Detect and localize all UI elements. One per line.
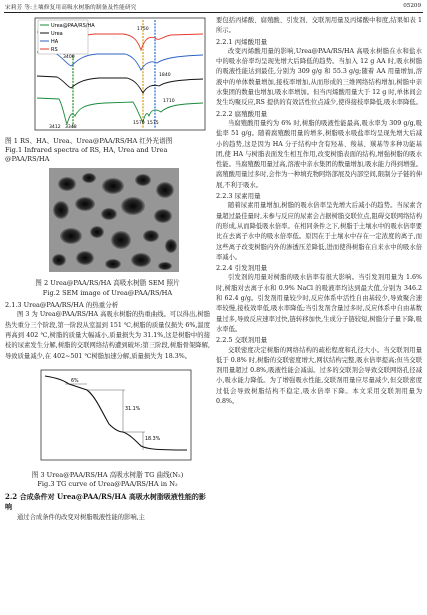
section-2-2-3-heading: 2.2.3 尿素用量 [216, 192, 261, 201]
figure-2-caption-en: Fig.2 SEM image of Urea@PAA/RS/HA [42, 288, 173, 297]
figure-2 [5, 166, 210, 297]
figure-1-caption-en: Fig.1 Infrared spectra of RS, HA, Urea and Urea @PAA/RS/HA [5, 146, 168, 163]
section-2-2-4-paragraph: 引发剂的用量对树脂的吸水倍率有很大影响。当引发剂用量为 1.6% 时,树脂对去离子水和 0.9% NaCl 的吸液率均达到最大值,分别为 346.2 和 62.4 g/g。引发剂用量较少时,反应体系中活性自由基较少,导致聚合速率较慢,接枝效率低,吸水率降低;当引发剂含量过多时,反应体系中自由基数量过多,导致反应速率过快,链转移加快,生成分子链较短,树脂分子量下降,吸水率低。 [216, 274, 422, 333]
peak-3412: 3412 [49, 125, 61, 130]
peak-1750: 1750 [137, 27, 149, 32]
section-2-2-2-paragraph: 当腐殖酸用量约为 6% 时,树脂的吸液性能最高,吸水率为 309 g/g,吸盐率 51 g/g。随着腐殖酸用量的增多,树脂吸水吸盐率均呈现先增大后减小的趋势,这是因为 HA 分子结构中含有羟基、羧基、羰基等多种功能基团,使 HA 与树脂表面发生相互作用,改变树脂表面的结构,增强树脂的吸水性能。当腐殖酸用量过高,溶液中亲水集团的数量增加,吸水能力得到增强。腐殖酸用量过多时,会作为一种填充物阿络部展及内部空间,限制分子链的伸展,不利于吸水。 [216, 119, 422, 189]
section-2-2-1-heading: 2.2.1 丙烯酸用量 [216, 37, 268, 46]
right-column [216, 16, 422, 407]
running-header-authors: 宋莉芳 等:土壤修复用高吸水树脂的制备及性能研究 [5, 5, 137, 11]
ir-spectra-plot [5, 16, 210, 132]
right-intro-paragraph: 要包括丙烯酸、腐殖酸、引发剂、交联剂用量及丙烯酸中和度,结果如表 1 所示。 [216, 17, 422, 35]
header-rule [4, 12, 423, 13]
legend-rs: RS [51, 47, 58, 53]
section-2-2-4-heading: 2.2.4 引发剂用量 [216, 264, 268, 273]
legend-ha: HA [51, 39, 59, 45]
section-2-2-5-paragraph: 交联密度决定树脂的网络结构的疏松程度和孔径大小。当交联剂用量低于 0.8% 时,树脂的交联密度增大,网状结构完整,吸水倍率提高;但当交联剂用量超过 0.8%,吸液性能会减弱。过多的交联剂会导致交联网络孔径减小,吸水能力降低。为了增强吸水性能,交联剂用量应尽量减少,但交联密度过低会导致树脂结构不稳定,吸水倍率下降。本文采用交联剂用量为 0.8%。 [216, 346, 422, 405]
tg-curve-plot [5, 366, 210, 466]
peak-3400: 3400 [63, 55, 75, 60]
section-2-1-3-heading: 2.1.3 Urea@PAA/RS/HA 的热重分析 [5, 301, 119, 310]
section-2-2-heading: 2.2 合成条件对 Urea@PAA/RS/HA 高吸水树脂吸液性能的影响 [5, 491, 206, 512]
page-number: 05209 [403, 3, 421, 9]
legend-urea-composite: Urea@PAA/RS/HA [51, 23, 95, 29]
running-header [0, 0, 427, 16]
figure-3-caption-en: Fig.3 TG curve of Urea@PAA/RS/HA in N₂ [37, 480, 178, 489]
tg-stage1-loss: 6% [71, 378, 79, 384]
figure-3 [5, 366, 210, 489]
figure-3-caption-cn: 图 3 Urea@PAA/RS/HA 高吸水树脂 TG 曲线(N₂) [31, 470, 184, 479]
sem-photo [5, 166, 210, 274]
peak-1840: 1840 [159, 73, 171, 78]
figure-1 [5, 16, 210, 163]
peak-1570: 1570 [133, 121, 145, 126]
peak-1710: 1710 [163, 99, 175, 104]
left-column [5, 16, 210, 523]
tg-stage2-loss: 31.1% [125, 406, 141, 412]
legend-urea: Urea [51, 31, 63, 37]
peak-3348: 3348 [65, 125, 77, 130]
peak-1575: 1575 [147, 121, 159, 126]
section-2-2-2-heading: 2.2.2 腐殖酸用量 [216, 109, 268, 118]
section-2-2-1-paragraph: 改变丙烯酸用量的影响,Urea@PAA/RS/HA 高吸水树脂在水和盐水中的吸水倍率均呈现先增大后降低的趋势。当加入 12 g AA 时,吸水树脂的吸液性能达到最佳,分别为 309 g/g 和 55.3 g/g;随着 AA 用量增加,溶液中的单体数量增加,接枝率增加,从而形成的三维网络结构增加,树脂中亲水集团的数量也增加,吸水率增加。但当丙烯酸用量大于 12 g 时,单体间会发生均聚反应,RS 提供的有效活性位点减少,使得接枝率降低,吸水率降低。 [216, 47, 422, 107]
figure-1-caption-cn: 图 1 RS、HA、Urea、Urea@PAA/RS/HA 红外光谱图 [5, 137, 173, 145]
section-2-1-3-paragraph: 图 3 为 Urea@PAA/RS/HA 高吸水树脂的热重曲线。可以得出,树脂热失重分三个阶段,第一阶段从室温到 151 ℃,树脂的质量仅损失 6%,温度再高到 402 ℃,树脂的质量大幅减小,质量损失为 31.1%,这是树脂中的接枝的尿素发生分解,树脂的交联网络结构遭到破坏;第三阶段,树脂骨架降解,导致质量减少,在 402~501 ℃树脂加速分解,质量损失为 18.3%。 [5, 311, 210, 360]
section-2-2-paragraph: 通过合成条件的改变对树脂吸液性能的影响,主 [17, 513, 145, 521]
section-2-2-3-paragraph: 随着尿素用量增加,树脂的吸水倍率呈先增大后减小的趋势。当尿素含量超过最佳量时,未参与反应的尿素会占据树脂交联位点,阻碍交联网络结构的形成,从而降低吸水倍率。在相同条件之下,树脂于土壤水中的吸水倍率要比在去离子水中的吸水倍率低。原因在于土壤水中存在一定浓度的离子,而这些离子改变树脂内外的渗透压差降低,进而使得树脂在自来水中的吸水倍率减小。 [216, 202, 422, 261]
tg-stage3-loss: 18.3% [145, 436, 161, 442]
section-2-2-5-heading: 2.2.5 交联剂用量 [216, 336, 268, 345]
figure-2-caption-cn: 图 2 Urea@PAA/RS/HA 高吸水树脂 SEM 照片 [35, 279, 180, 288]
